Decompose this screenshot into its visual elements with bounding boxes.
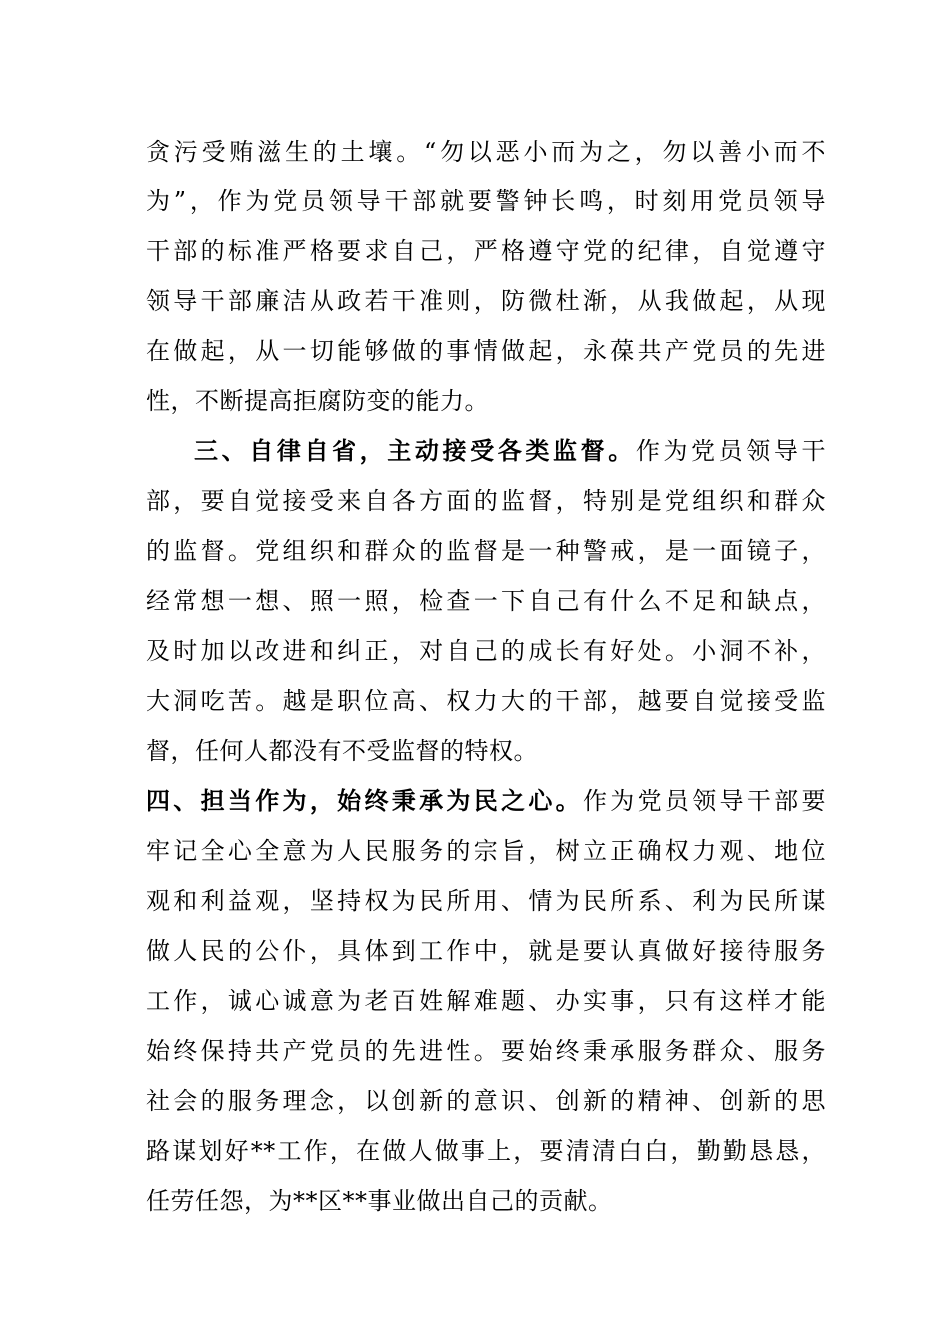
p3-line-3: 观和利益观，坚持权为民所用、情为民所系、利为民所谋 <box>146 887 826 915</box>
p3-line-5: 工作，诚心诚意为老百姓解难题、办实事，只有这样才能 <box>146 987 826 1015</box>
p2-first-rest: 作为党员领导干 <box>635 437 827 465</box>
p2-line-6: 大洞吃苦。越是职位高、权力大的干部，越要自觉接受监 <box>146 687 826 715</box>
p1-line-5: 在做起，从一切能够做的事情做起，永葆共产党员的先进 <box>146 337 826 365</box>
p1-line-1: 贪污受贿滋生的土壤。“勿以恶小而为之，勿以善小而不 <box>146 138 826 166</box>
p1-line-6: 性，不断提高拒腐防变的能力。 <box>146 387 489 415</box>
p2-heading: 三、自律自省，主动接受各类监督。 <box>194 437 636 465</box>
p3-line-6: 始终保持共产党员的先进性。要始终秉承服务群众、服务 <box>146 1037 826 1065</box>
p1-line-2: 为”，作为党员领导干部就要警钟长鸣，时刻用党员领导 <box>146 187 826 215</box>
p3-heading: 四、担当作为，始终秉承为民之心。 <box>146 787 583 815</box>
p3-line-2: 牢记全心全意为人民服务的宗旨，树立正确权力观、地位 <box>146 837 826 865</box>
p2-line-3: 的监督。党组织和群众的监督是一种警戒，是一面镜子， <box>146 537 826 565</box>
p2-line-4: 经常想一想、照一照，检查一下自己有什么不足和缺点， <box>146 587 826 615</box>
p3-first-line <box>146 786 826 816</box>
p2-line-7: 督，任何人都没有不受监督的特权。 <box>146 737 538 765</box>
p1-line-3: 干部的标准严格要求自己，严格遵守党的纪律，自觉遵守 <box>146 237 826 265</box>
p2-line-2: 部，要自觉接受来自各方面的监督，特别是党组织和群众 <box>146 487 826 515</box>
p3-line-9: 任劳任怨，为**区**事业做出自己的贡献。 <box>146 1187 613 1215</box>
p3-line-7: 社会的服务理念，以创新的意识、创新的精神、创新的思 <box>146 1087 826 1115</box>
p3-line-4: 做人民的公仆，具体到工作中，就是要认真做好接待服务 <box>146 937 826 965</box>
p2-first-line <box>194 436 826 466</box>
p3-first-rest: 作为党员领导干部要 <box>583 787 826 815</box>
p3-line-8: 路谋划好**工作，在做人做事上，要清清白白，勤勤恳恳， <box>146 1137 826 1165</box>
p2-line-5: 及时加以改进和纠正，对自己的成长有好处。小洞不补， <box>146 637 826 665</box>
p1-line-4: 领导干部廉洁从政若干准则，防微杜渐，从我做起，从现 <box>146 287 826 315</box>
